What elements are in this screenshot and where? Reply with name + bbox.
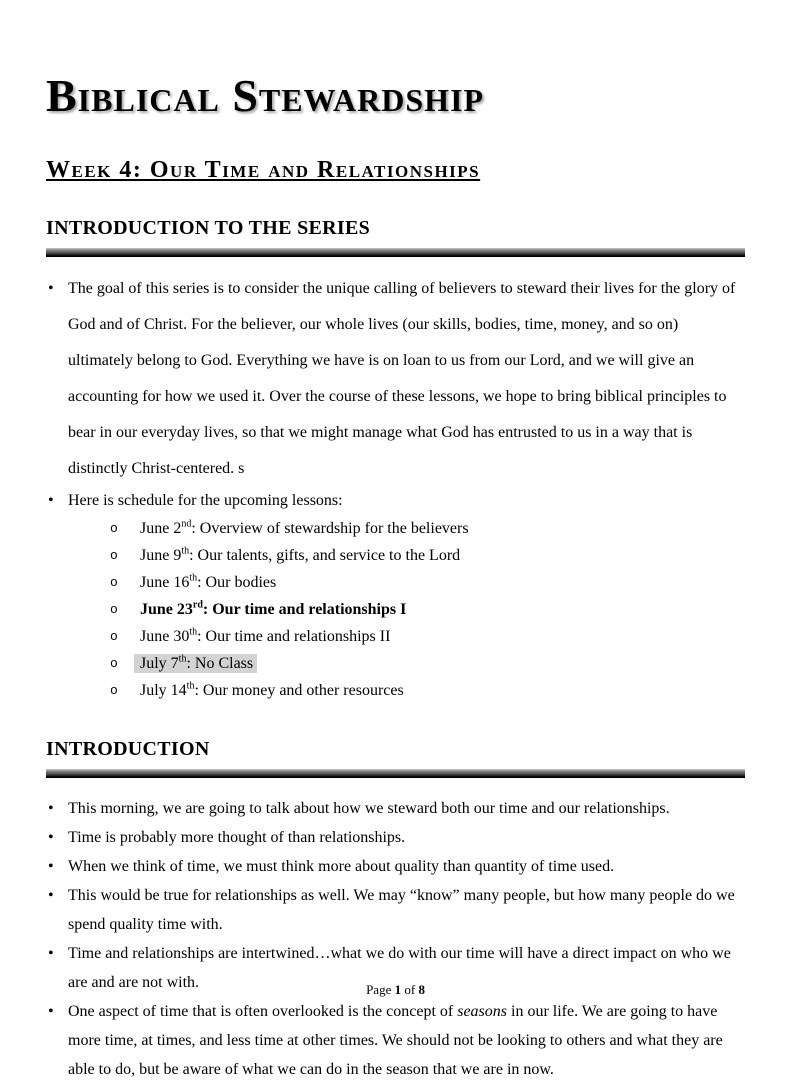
intro-bullet-text: Time and relationships are intertwined…what we do with our time will have a direct impact on who we are and are not with.: [68, 945, 731, 992]
circle-bullet-icon: o: [110, 683, 118, 699]
schedule-list: [110, 515, 745, 704]
schedule-item-no-class: [110, 650, 745, 677]
circle-bullet-icon: o: [110, 629, 118, 645]
intro-bullet-text: When we think of time, we must think more about quality than quantity of time used.: [68, 858, 615, 876]
section-heading-series: INTRODUCTION TO THE SERIES: [46, 217, 371, 240]
schedule-item-text: June 2nd: Overview of stewardship for the believers: [140, 519, 469, 538]
bullet-icon: •: [48, 829, 54, 847]
page-number: 1: [394, 982, 402, 997]
schedule-item-text: June 30th: Our time and relationships II: [140, 627, 391, 646]
highlighted-text: July 7th: No Class: [134, 654, 257, 673]
bullet-icon: •: [48, 1003, 54, 1021]
circle-bullet-icon: o: [110, 656, 118, 672]
intro-bullet-text: One aspect of time that is often overlooked is the concept of seasons in our life. We are going to have more time, at times, and less time at other times. We should not be looking to others and what they are able to do, but be aware of what we can do in the season that we are in now.: [68, 1003, 723, 1079]
page-footer-of: of: [401, 982, 419, 997]
schedule-item-text: July 14th: Our money and other resources: [140, 681, 404, 700]
section-heading-introduction: INTRODUCTION: [46, 738, 210, 761]
series-goal-text: The goal of this series is to consider the unique calling of believers to steward their lives for the glory of God and of Christ. For the believer, our whole lives (our skills, bodies, time, money, and so on) ultimately belong to God. Everything we have is on loan to us from our Lord, and we will give an accounting for how we used it. Over the course of these lessons, we hope to bring biblical principles to bear in our everyday lives, so that we might manage what God has entrusted to us in a way that is distinctly Christ-centered. s: [68, 280, 736, 478]
page-footer-label: Page: [366, 982, 395, 997]
total-pages: 8: [418, 982, 425, 997]
circle-bullet-icon: o: [110, 602, 118, 618]
bullet-icon: •: [48, 858, 54, 876]
schedule-item: [110, 569, 745, 596]
schedule-item: [110, 515, 745, 542]
schedule-item: [110, 677, 745, 704]
list-item: [46, 852, 745, 881]
schedule-item-current-week: [110, 596, 745, 623]
circle-bullet-icon: o: [110, 521, 118, 537]
bullet-icon: •: [48, 280, 54, 298]
intro-bullet-text: This morning, we are going to talk about how we steward both our time and our relationships.: [68, 800, 670, 818]
schedule-item-text: June 9th: Our talents, gifts, and service to the Lord: [140, 546, 461, 565]
document-subtitle: Week 4: Our Time and Relationships: [46, 157, 481, 184]
intro-bullet-text: Time is probably more thought of than relationships.: [68, 829, 406, 847]
emphasized-word: seasons: [457, 1003, 507, 1021]
page-footer: [0, 982, 791, 998]
circle-bullet-icon: o: [110, 575, 118, 591]
heading-divider: [46, 248, 745, 257]
list-item: [46, 794, 745, 823]
bullet-icon: •: [48, 800, 54, 818]
list-item: [46, 487, 745, 704]
schedule-item: [110, 542, 745, 569]
bullet-icon: •: [48, 887, 54, 905]
series-bullet-list: [46, 271, 745, 704]
intro-bullet-text: This would be true for relationships as well. We may “know” many people, but how many people do we spend quality time with.: [68, 887, 735, 934]
schedule-item: [110, 623, 745, 650]
circle-bullet-icon: o: [110, 548, 118, 564]
bullet-icon: •: [48, 492, 54, 510]
bullet-icon: •: [48, 945, 54, 963]
document-title: Biblical Stewardship: [46, 70, 485, 121]
list-item: [46, 823, 745, 852]
heading-divider: [46, 769, 745, 778]
list-item: [46, 271, 745, 487]
introduction-bullet-list: [46, 794, 745, 1084]
list-item-seasons: [46, 997, 745, 1084]
schedule-intro-text: Here is schedule for the upcoming lessons:: [68, 492, 343, 510]
schedule-item-text: June 16th: Our bodies: [140, 573, 277, 592]
schedule-item-text: June 23rd: Our time and relationships I: [140, 600, 407, 619]
list-item: [46, 881, 745, 939]
